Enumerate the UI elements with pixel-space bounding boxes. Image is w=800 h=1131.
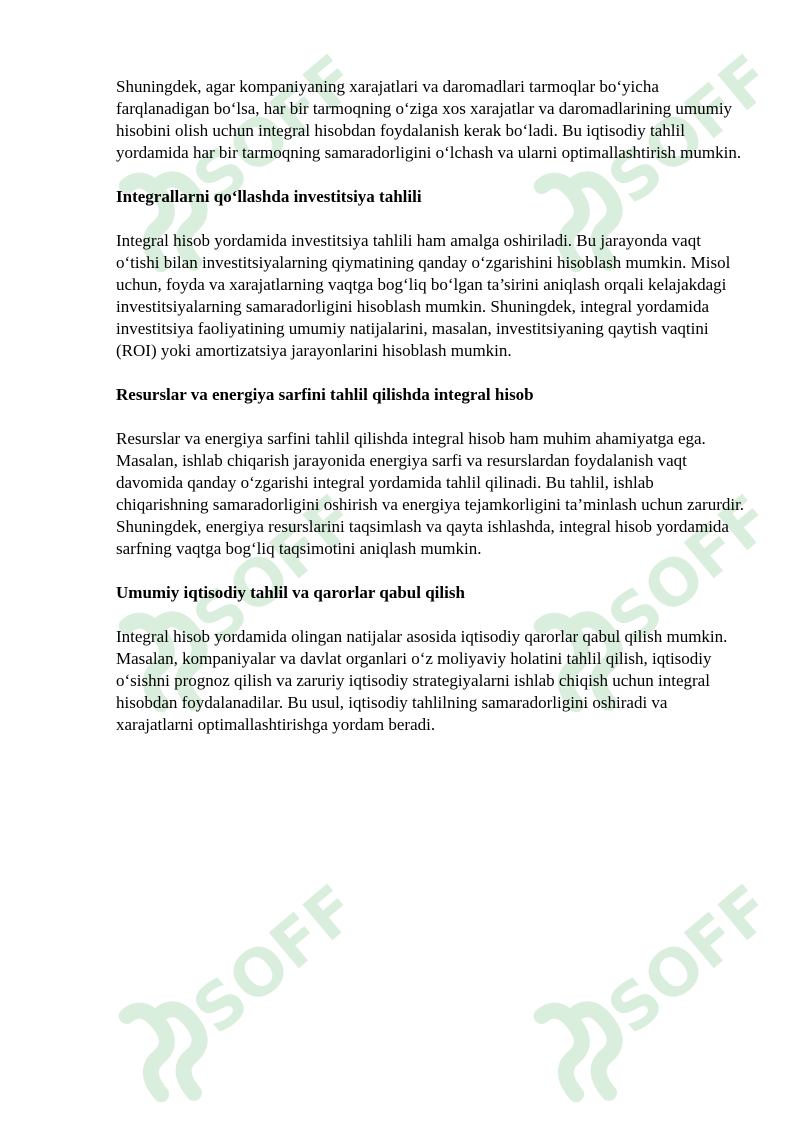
section-heading-resources: Resurslar va energiya sarfini tahlil qilishda integral hisob bbox=[116, 385, 534, 404]
paragraph-resources: Resurslar va energiya sarfini tahlil qilishda integral hisob ham muhim ahamiyatga ega. Masalan, ishlab chiqarish jarayonida energiya sarfi va resurslardan foydalanish vaqt davomida qanday o‘zgarishi integral yordamida tahlil qilinadi. Bu tahlil, ishlab chiqarishning samaradorligini oshirish va energiya tejamkorligini ta’minlash uchun zarurdir. Shuningdek, energiya resurslarini taqsimlash va qayta ishlashda, integral hisob yordamida sarfning vaqtga bog‘liq taqsimotini aniqlash mumkin. bbox=[116, 429, 745, 558]
watermark-logo-icon bbox=[500, 830, 800, 1130]
paragraph-intro: Shuningdek, agar kompaniyaning xarajatlari va daromadlari tarmoqlar bo‘yicha farqlanadigan bo‘lsa, har bir tarmoqning o‘ziga xos xarajatlar va daromadlarining umumiy hisobini olish uchun integral hisobdan foydalanish kerak bo‘ladi. Bu iqtisodiy tahlil yordamida har bir tarmoqning samaradorligini o‘lchash va ularni optimallashtirish mumkin. bbox=[116, 77, 742, 162]
paragraph-decisions: Integral hisob yordamida olingan natijalar asosida iqtisodiy qarorlar qabul qilish mumkin. Masalan, kompaniyalar va davlat organlari o‘z moliyaviy holatini tahlil qilish, iqtisodiy o‘sishni prognoz qilish va zaruriy iqtisodiy strategiyalarni ishlab chiqish uchun integral hisobdan foydalanadilar. Bu usul, iqtisodiy tahlilning samaradorligini oshiradi va xarajatlarni optimallashtirishga yordam beradi. bbox=[116, 627, 728, 734]
section-heading-investment: Integrallarni qo‘llashda investitsiya tahlili bbox=[116, 187, 422, 206]
document-body bbox=[116, 76, 746, 758]
paragraph-investment: Integral hisob yordamida investitsiya tahlili ham amalga oshiriladi. Bu jarayonda vaqt o‘tishi bilan investitsiyalarning qiymatining qanday o‘zgarishini hisoblash mumkin. Misol uchun, foyda va xarajatlarning vaqtga bog‘liq bo‘lgan ta’sirini aniqlash orqali kelajakdagi investitsiyalarning samaradorligini hisoblash mumkin. Shuningdek, integral yordamida investitsiya faoliyatining umumiy natijalarini, masalan, investitsiyaning qaytish vaqtini (ROI) yoki amortizatsiya jarayonlarini hisoblash mumkin. bbox=[116, 231, 731, 360]
section-heading-decisions: Umumiy iqtisodiy tahlil va qarorlar qabul qilish bbox=[116, 583, 465, 602]
watermark-logo-icon bbox=[85, 830, 385, 1130]
